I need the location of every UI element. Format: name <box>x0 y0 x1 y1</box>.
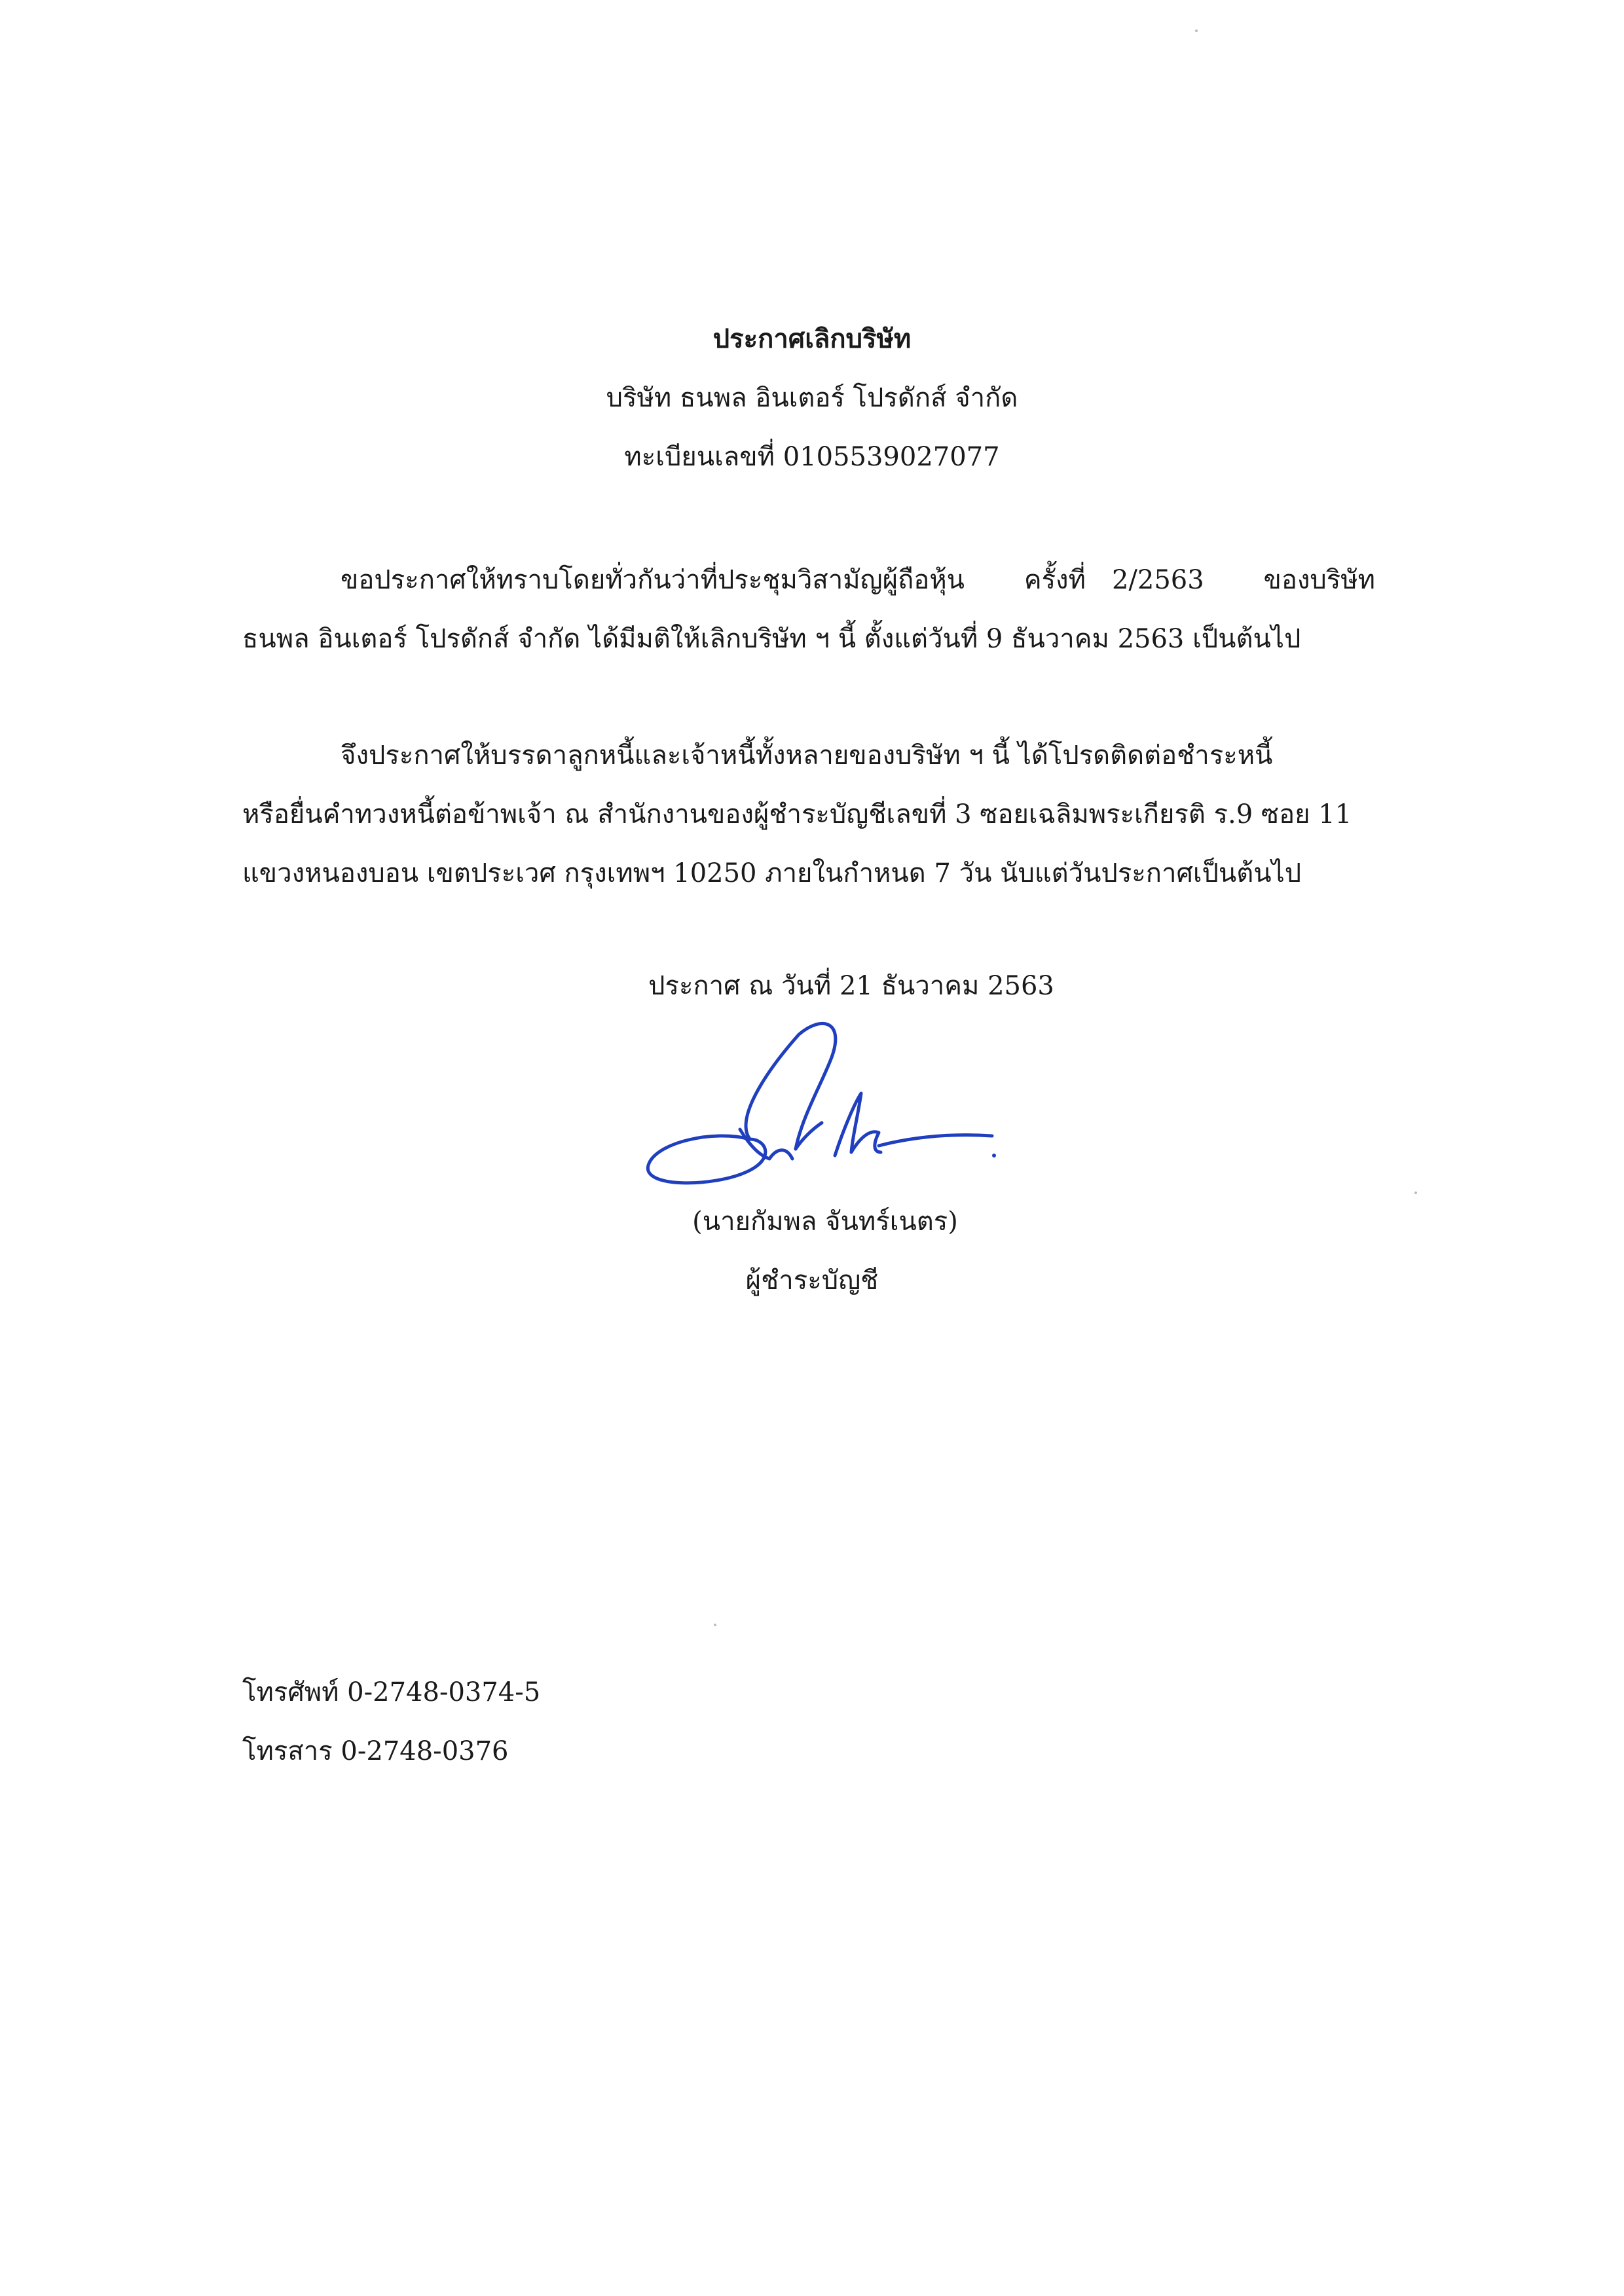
paragraph2-line3: แขวงหนองบอน เขตประเวศ กรุงเทพฯ 10250 ภายในกำหนด 7 วัน นับแต่วันประกาศเป็นต้นไป <box>242 858 1302 888</box>
announcement-date: ประกาศ ณ วันที่ 21 ธันวาคม 2563 <box>648 971 1054 1001</box>
scan-speck <box>1414 1192 1417 1194</box>
handwritten-signature <box>635 1018 1015 1201</box>
fax-number: โทรสาร 0-2748-0376 <box>242 1736 509 1766</box>
paragraph1-line1 <box>341 562 1375 598</box>
paragraph1-company: ของบริษัท <box>1263 565 1375 595</box>
signatory-position: ผู้ชำระบัญชี <box>745 1266 879 1296</box>
registration-number: ทะเบียนเลขที่ 0105539027077 <box>624 442 1000 472</box>
paragraph1-text: ขอประกาศให้ทราบโดยทั่วกันว่าที่ประชุมวิสามัญผู้ถือหุ้น <box>341 565 965 595</box>
paragraph1-line2: ธนพล อินเตอร์ โปรดักส์ จำกัด ได้มีมติให้เลิกบริษัท ฯ นี้ ตั้งแต่วันที่ 9 ธันวาคม 2563 เป็นต้นไป <box>242 624 1301 654</box>
paragraph2-line2: หรือยื่นคำทวงหนี้ต่อข้าพเจ้า ณ สำนักงานของผู้ชำระบัญชีเลขที่ 3 ซอยเฉลิมพระเกียรติ ร.9 ซอย 11 <box>242 799 1352 829</box>
scan-speck <box>714 1624 716 1626</box>
meeting-label: ครั้งที่ <box>1024 565 1086 595</box>
meeting-number: 2/2563 <box>1111 565 1204 595</box>
paragraph2-line1: จึงประกาศให้บรรดาลูกหนี้และเจ้าหนี้ทั้งหลายของบริษัท ฯ นี้ ได้โปรดติดต่อชำระหนี้ <box>341 740 1273 771</box>
signatory-name: (นายกัมพล จันทร์เนตร) <box>692 1207 958 1237</box>
scan-speck <box>1195 29 1198 32</box>
paragraph1-meeting <box>1024 562 1204 598</box>
document-title: ประกาศเลิกบริษัท <box>712 323 912 354</box>
company-name: บริษัท ธนพล อินเตอร์ โปรดักส์ จำกัด <box>606 383 1018 413</box>
phone-number: โทรศัพท์ 0-2748-0374-5 <box>242 1677 541 1707</box>
